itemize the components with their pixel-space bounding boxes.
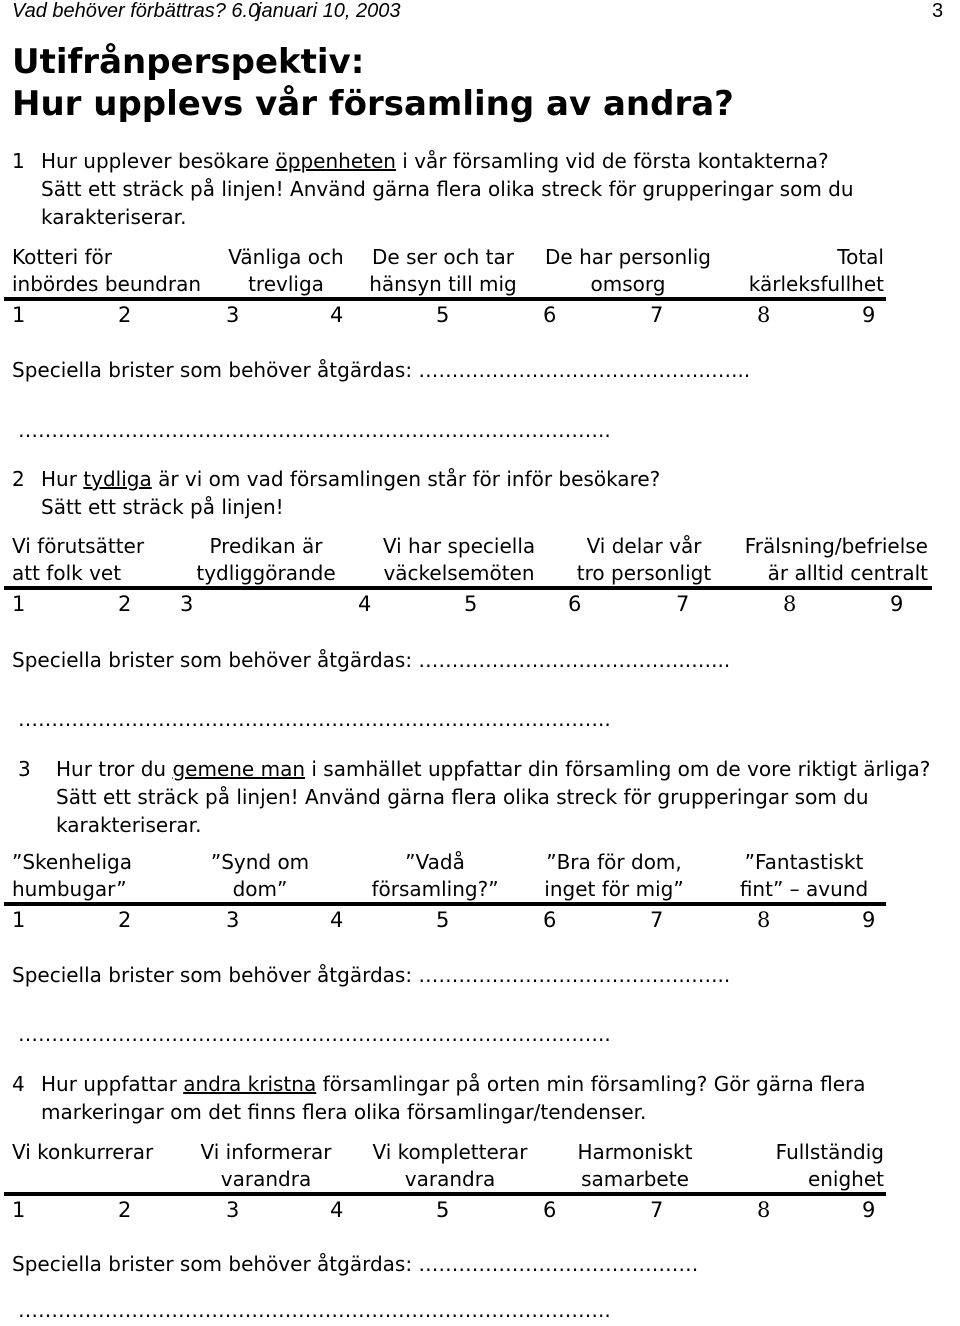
page-title: Utifrånperspektiv: xyxy=(12,42,365,82)
scale-number[interactable]: 5 xyxy=(464,592,478,616)
scale-number[interactable]: 8 xyxy=(757,1198,771,1222)
scale-number[interactable]: 7 xyxy=(650,303,664,327)
scale-label-3: De ser och tar hänsyn till mig xyxy=(369,245,517,296)
remark-dots-line[interactable]: …………………………………………………………………………….. xyxy=(18,418,611,442)
scale-number[interactable]: 2 xyxy=(118,303,132,327)
scale-line[interactable] xyxy=(4,1192,886,1196)
emphasis: öppenheten xyxy=(275,149,396,173)
scale-number[interactable]: 5 xyxy=(436,303,450,327)
scale-number[interactable]: 8 xyxy=(783,592,797,616)
page-number: 3 xyxy=(932,0,944,22)
scale-number[interactable]: 7 xyxy=(650,1198,664,1222)
scale-label-5: Frälsning/befrielse är alltid centralt xyxy=(744,534,928,585)
remark-dots-line[interactable]: …………………………………………………………………………….. xyxy=(18,707,611,731)
remark-dots-line[interactable]: …………………………………………………………………………….. xyxy=(18,1022,611,1046)
question-text: Hur upplever besökare öppenheten i vår församling vid de första kontakterna? xyxy=(41,149,829,173)
question-number: 3 xyxy=(18,757,31,781)
scale-number[interactable]: 2 xyxy=(118,592,132,616)
scale-label-2: Predikan är tydliggörande xyxy=(196,534,336,585)
question-text: Hur uppfattar andra kristna församlingar på orten min församling? Gör gärna flera xyxy=(41,1072,866,1096)
header-date: januari 10, 2003 xyxy=(257,0,401,22)
question-text: Hur tydliga är vi om vad församlingen står för inför besökare? xyxy=(41,467,661,491)
scale-number[interactable]: 2 xyxy=(118,908,132,932)
emphasis: gemene man xyxy=(172,757,306,781)
remark-line: Speciella brister som behöver åtgärdas: ……………………………………..…... xyxy=(12,358,751,382)
scale-number[interactable]: 9 xyxy=(890,592,904,616)
scale-label-3: ”Vadå församling?” xyxy=(371,850,499,901)
scale-number[interactable]: 9 xyxy=(862,1198,876,1222)
scale-label-2: ”Synd om dom” xyxy=(210,850,310,901)
scale-number[interactable]: 3 xyxy=(226,303,240,327)
scale-number[interactable]: 3 xyxy=(226,1198,240,1222)
page-subtitle: Hur upplevs vår församling av andra? xyxy=(12,84,734,124)
question-number: 1 xyxy=(12,149,25,173)
remark-dots-line[interactable]: …………………………………………………………………………….. xyxy=(18,1298,611,1322)
scale-number[interactable]: 7 xyxy=(650,908,664,932)
scale-line[interactable] xyxy=(4,902,886,906)
scale-number[interactable]: 1 xyxy=(12,908,26,932)
remark-line: Speciella brister som behöver åtgärdas: …………………………………… xyxy=(12,1252,699,1276)
remark-line: Speciella brister som behöver åtgärdas: …………………………………..…... xyxy=(12,648,731,672)
scale-label-4: ”Bra för dom, inget för mig” xyxy=(544,850,684,901)
scale-number[interactable]: 7 xyxy=(676,592,690,616)
scale-label-4: Vi delar vår tro personligt xyxy=(576,534,712,585)
scale-number[interactable]: 9 xyxy=(862,303,876,327)
question-text: Hur tror du gemene man i samhället uppfattar din församling om de vore riktigt ärliga? xyxy=(56,757,931,781)
scale-number[interactable]: 4 xyxy=(358,592,372,616)
question-instruction: markeringar om det finns flera olika församlingar/tendenser. xyxy=(41,1100,647,1124)
question-number: 4 xyxy=(12,1072,25,1096)
emphasis: tydliga xyxy=(83,467,152,491)
scale-number[interactable]: 1 xyxy=(12,303,26,327)
scale-number[interactable]: 8 xyxy=(757,908,771,932)
rating-scale xyxy=(0,1198,960,1228)
scale-number[interactable]: 1 xyxy=(12,592,26,616)
scale-label-1: Kotteri för inbördes beundran xyxy=(12,245,202,296)
scale-label-4: Harmoniskt samarbete xyxy=(577,1140,693,1191)
remark-dots[interactable]: …………………………………..…... xyxy=(418,648,731,672)
scale-number[interactable]: 1 xyxy=(12,1198,26,1222)
scale-number[interactable]: 6 xyxy=(543,908,557,932)
rating-scale xyxy=(0,592,960,622)
scale-label-5: Fullständig enighet xyxy=(775,1140,884,1191)
scale-label-1: Vi konkurrerar xyxy=(12,1140,154,1164)
scale-number[interactable]: 6 xyxy=(568,592,582,616)
scale-number[interactable]: 4 xyxy=(330,908,344,932)
header-title: Vad behöver förbättras? 6.0 xyxy=(12,0,260,22)
scale-line[interactable] xyxy=(4,586,932,590)
scale-number[interactable]: 4 xyxy=(330,303,344,327)
rating-scale xyxy=(0,908,960,938)
scale-number[interactable]: 8 xyxy=(757,303,771,327)
remark-dots[interactable]: ……………………………………..…... xyxy=(418,358,751,382)
scale-label-3: Vi kompletterar varandra xyxy=(372,1140,528,1191)
question-instruction: Sätt ett sträck på linjen! Använd gärna flera olika streck för grupperingar som du xyxy=(56,785,869,809)
scale-label-1: Vi förutsätter att folk vet xyxy=(12,534,145,585)
scale-label-3: Vi har speciella väckelsemöten xyxy=(382,534,536,585)
remark-line: Speciella brister som behöver åtgärdas: …………………………………..…... xyxy=(12,963,731,987)
scale-label-5: ”Fantastiskt fint” – avund xyxy=(739,850,869,901)
question-instruction-cont: karakteriserar. xyxy=(56,813,202,837)
scale-number[interactable]: 5 xyxy=(436,908,450,932)
question-number: 2 xyxy=(12,467,25,491)
scale-number[interactable]: 6 xyxy=(543,303,557,327)
scale-number[interactable]: 6 xyxy=(543,1198,557,1222)
rating-scale xyxy=(0,303,960,333)
scale-label-2: Vi informerar varandra xyxy=(200,1140,332,1191)
scale-number[interactable]: 3 xyxy=(226,908,240,932)
question-instruction: Sätt ett sträck på linjen! Använd gärna flera olika streck för grupperingar som du xyxy=(41,177,854,201)
scale-label-4: De har personlig omsorg xyxy=(545,245,711,296)
remark-dots[interactable]: …………………………………..…... xyxy=(418,963,731,987)
question-instruction-cont: karakteriserar. xyxy=(41,205,187,229)
scale-number[interactable]: 5 xyxy=(436,1198,450,1222)
scale-label-5: Total kärleksfullhet xyxy=(748,245,884,296)
emphasis: andra kristna xyxy=(183,1072,317,1096)
question-instruction: Sätt ett sträck på linjen! xyxy=(41,495,284,519)
scale-line[interactable] xyxy=(4,297,886,301)
scale-label-1: ”Skenheliga humbugar” xyxy=(12,850,132,901)
scale-number[interactable]: 4 xyxy=(330,1198,344,1222)
scale-number[interactable]: 3 xyxy=(180,592,194,616)
scale-number[interactable]: 9 xyxy=(862,908,876,932)
scale-number[interactable]: 2 xyxy=(118,1198,132,1222)
remark-dots[interactable]: …………………………………… xyxy=(418,1252,699,1276)
scale-label-2: Vänliga och trevliga xyxy=(228,245,344,296)
